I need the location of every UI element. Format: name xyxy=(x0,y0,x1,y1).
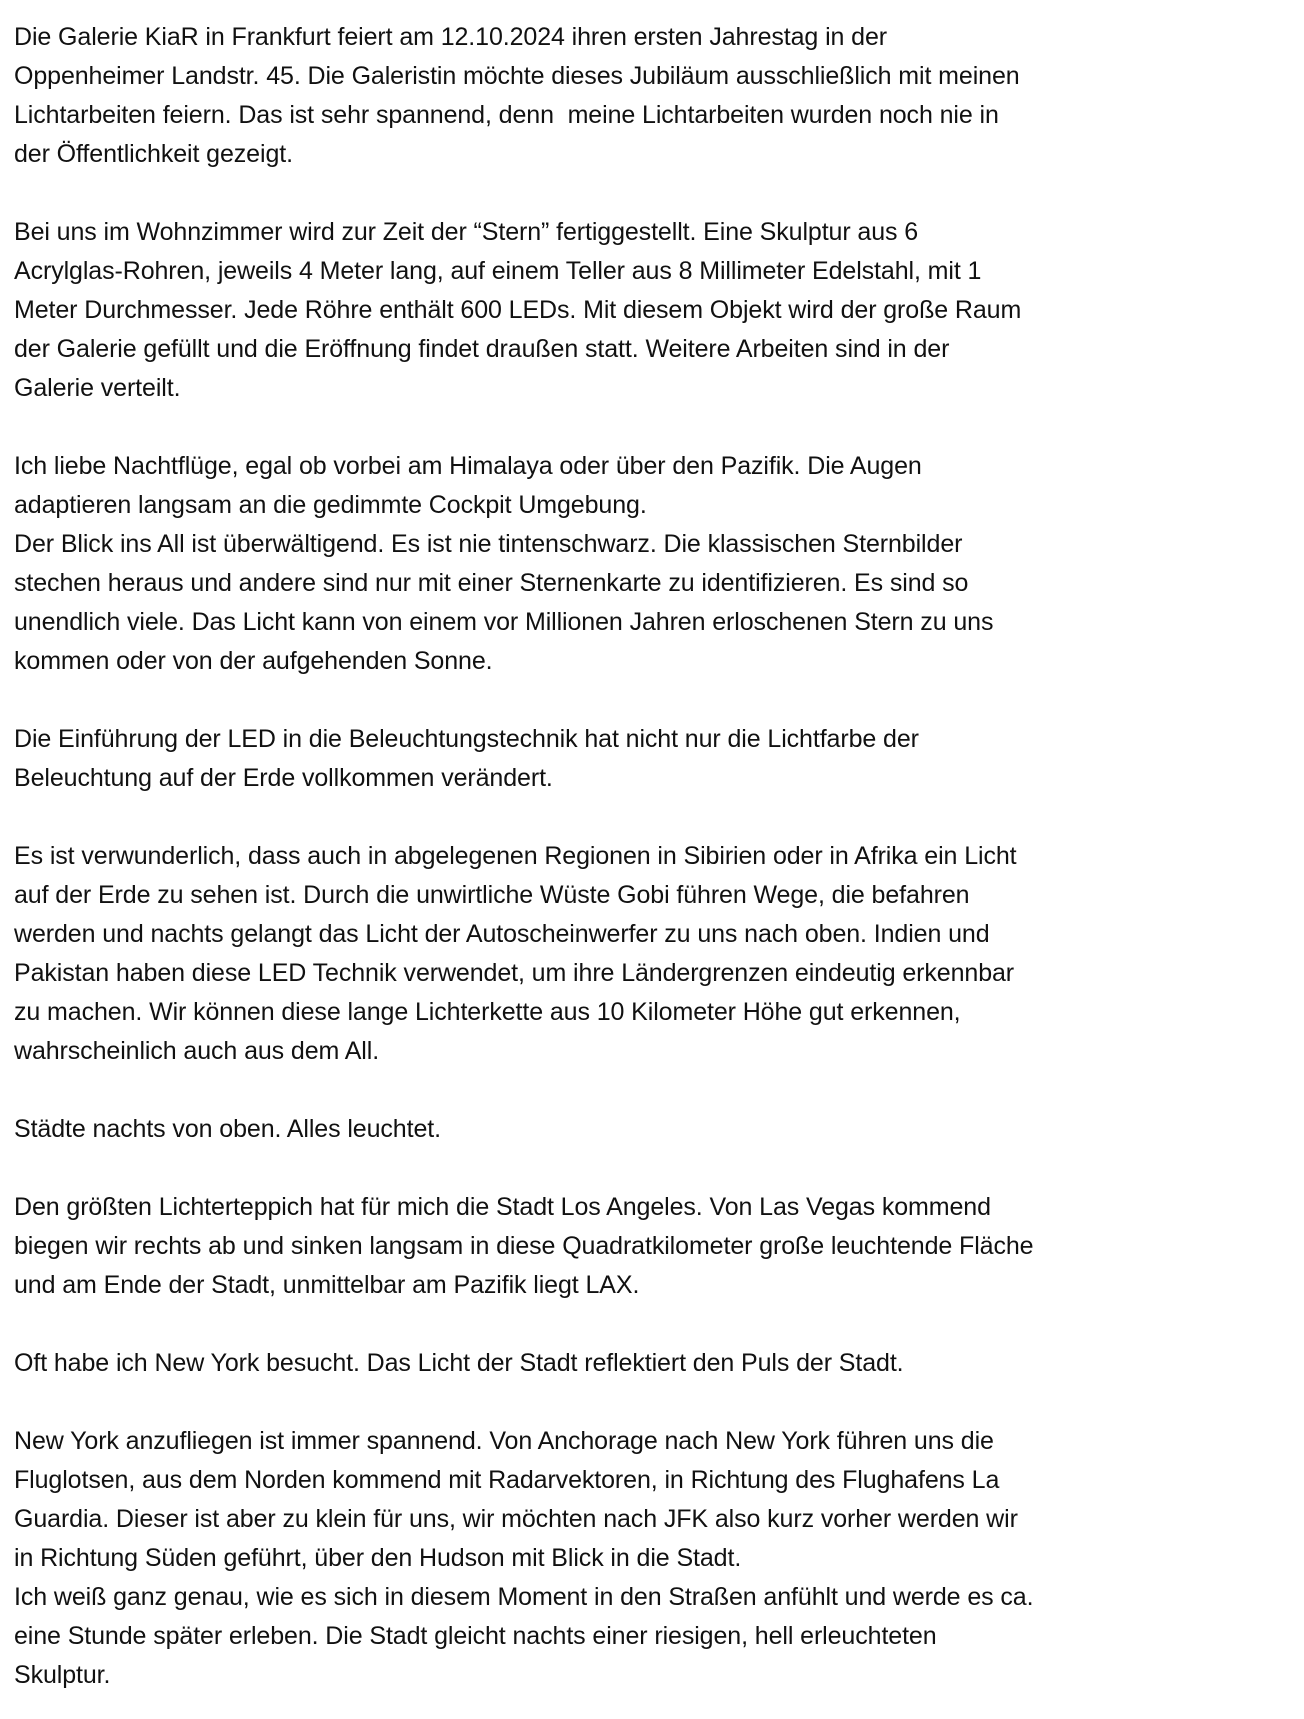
text-line: Es ist verwunderlich, dass auch in abgelegenen Regionen in Sibirien oder in Afrika ein Licht xyxy=(14,842,1017,870)
text-line: kommen oder von der aufgehenden Sonne. xyxy=(14,647,493,675)
text-line: Oft habe ich New York besucht. Das Licht der Stadt reflektiert den Puls der Stadt. xyxy=(14,1349,904,1377)
text-line: stechen heraus und andere sind nur mit einer Sternenkarte zu identifizieren. Es sind so xyxy=(14,569,969,597)
paragraph-led-introduction xyxy=(14,720,1292,798)
text-line: Den größten Lichterteppich hat für mich die Stadt Los Angeles. Von Las Vegas kommend xyxy=(14,1193,991,1221)
text-line: Die Einführung der LED in die Beleuchtungstechnik hat nicht nur die Lichtfarbe der xyxy=(14,725,919,753)
text-line: New York anzufliegen ist immer spannend. Von Anchorage nach New York führen uns die xyxy=(14,1427,994,1455)
text-line: Ich weiß ganz genau, wie es sich in diesem Moment in den Straßen anfühlt und werde es ca. xyxy=(14,1583,1034,1611)
paragraph-stern-sculpture xyxy=(14,213,1292,408)
text-line: der Öffentlichkeit gezeigt. xyxy=(14,140,293,168)
text-line: Lichtarbeiten feiern. Das ist sehr spannend, denn meine Lichtarbeiten wurden noch nie in xyxy=(14,101,999,129)
text-line: Skulptur. xyxy=(14,1661,111,1689)
text-line: Fluglotsen, aus dem Norden kommend mit Radarvektoren, in Richtung des Flughafens La xyxy=(14,1466,1000,1494)
text-line: Beleuchtung auf der Erde vollkommen verändert. xyxy=(14,764,553,792)
text-line: Bei uns im Wohnzimmer wird zur Zeit der “Stern” fertiggestellt. Eine Skulptur aus 6 xyxy=(14,218,919,246)
paragraph-los-angeles xyxy=(14,1188,1292,1305)
text-line: Pakistan haben diese LED Technik verwendet, um ihre Ländergrenzen eindeutig erkennbar xyxy=(14,959,1015,987)
text-line: biegen wir rechts ab und sinken langsam in diese Quadratkilometer große leuchtende Fläche xyxy=(14,1232,1034,1260)
text-line: der Galerie gefüllt und die Eröffnung findet draußen statt. Weitere Arbeiten sind in der xyxy=(14,335,950,363)
text-line: adaptieren langsam an die gedimmte Cockpit Umgebung. xyxy=(14,491,647,519)
document-body xyxy=(14,18,1292,1695)
text-line: Acrylglas-Rohren, jeweils 4 Meter lang, auf einem Teller aus 8 Millimeter Edelstahl, mit 1 xyxy=(14,257,982,285)
text-line: auf der Erde zu sehen ist. Durch die unwirtliche Wüste Gobi führen Wege, die befahren xyxy=(14,881,970,909)
paragraph-new-york-approach xyxy=(14,1422,1292,1695)
text-line: Die Galerie KiaR in Frankfurt feiert am 12.10.2024 ihren ersten Jahrestag in der xyxy=(14,23,888,51)
text-line: Oppenheimer Landstr. 45. Die Galeristin möchte dieses Jubiläum ausschließlich mit meinen xyxy=(14,62,1020,90)
paragraph-cities-at-night xyxy=(14,1110,1292,1149)
paragraph-remote-lights xyxy=(14,837,1292,1071)
text-line: Meter Durchmesser. Jede Röhre enthält 600 LEDs. Mit diesem Objekt wird der große Raum xyxy=(14,296,1022,324)
text-line: zu machen. Wir können diese lange Lichterkette aus 10 Kilometer Höhe gut erkennen, xyxy=(14,998,961,1026)
text-line: Galerie verteilt. xyxy=(14,374,181,402)
paragraph-new-york-visits xyxy=(14,1344,1292,1383)
text-line: in Richtung Süden geführt, über den Hudson mit Blick in die Stadt. xyxy=(14,1544,742,1572)
text-line: Der Blick ins All ist überwältigend. Es ist nie tintenschwarz. Die klassischen Sternbilder xyxy=(14,530,963,558)
text-line: eine Stunde später erleben. Die Stadt gleicht nachts einer riesigen, hell erleuchteten xyxy=(14,1622,937,1650)
paragraph-night-flights xyxy=(14,447,1292,681)
text-line: unendlich viele. Das Licht kann von einem vor Millionen Jahren erloschenen Stern zu uns xyxy=(14,608,994,636)
text-line: Städte nachts von oben. Alles leuchtet. xyxy=(14,1115,441,1143)
text-line: Guardia. Dieser ist aber zu klein für uns, wir möchten nach JFK also kurz vorher werden wir xyxy=(14,1505,1018,1533)
text-line: werden und nachts gelangt das Licht der Autoscheinwerfer zu uns nach oben. Indien und xyxy=(14,920,990,948)
text-line: und am Ende der Stadt, unmittelbar am Pazifik liegt LAX. xyxy=(14,1271,640,1299)
text-line: Ich liebe Nachtflüge, egal ob vorbei am Himalaya oder über den Pazifik. Die Augen xyxy=(14,452,922,480)
text-line: wahrscheinlich auch aus dem All. xyxy=(14,1037,380,1065)
paragraph-gallery-anniversary xyxy=(14,18,1292,174)
